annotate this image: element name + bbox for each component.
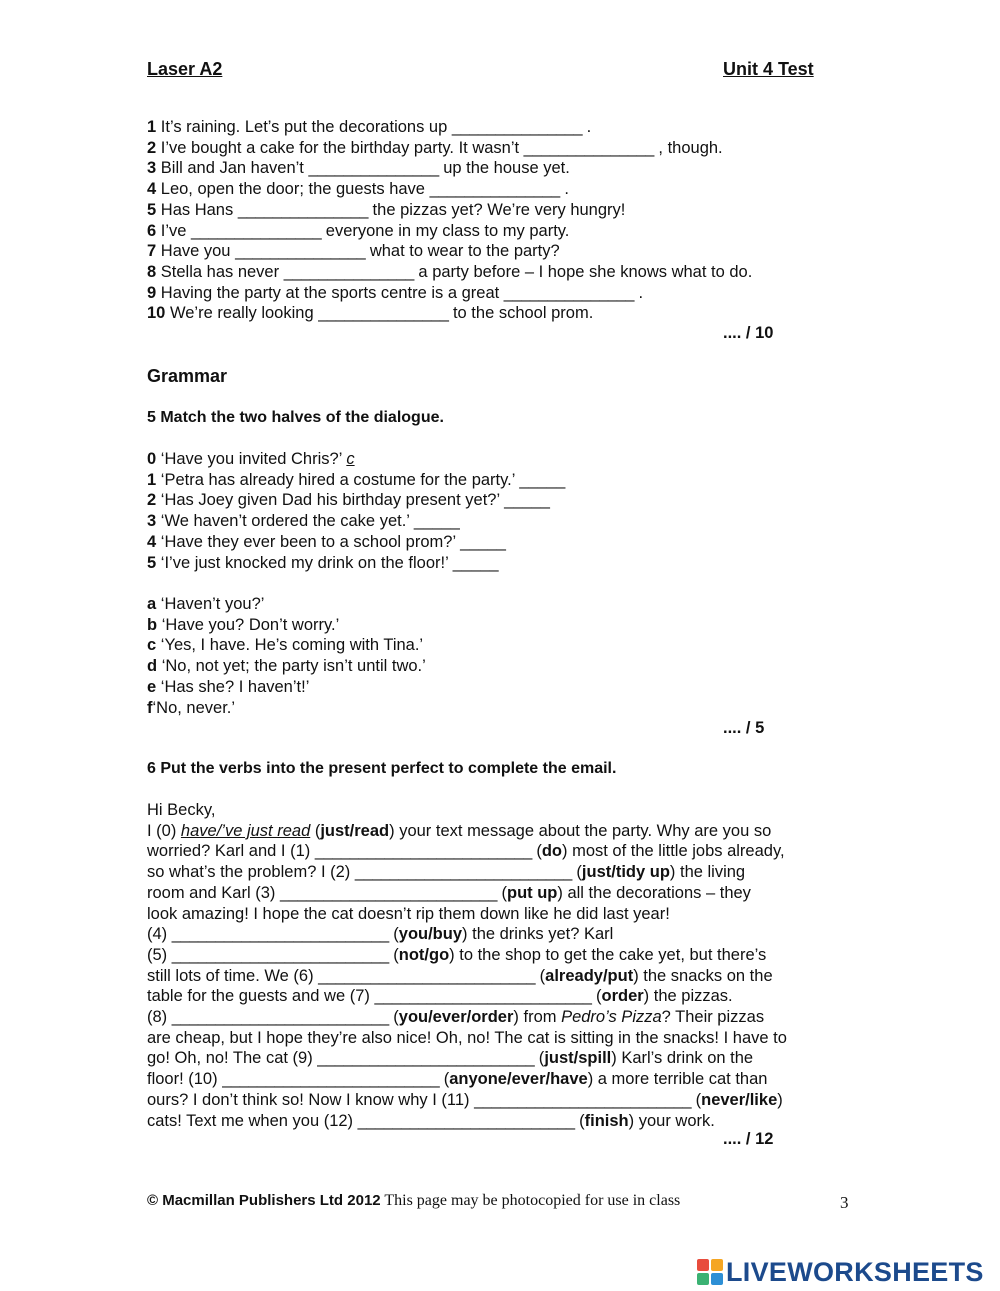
example-answer: have/’ve just read <box>180 821 311 840</box>
dialogue-answers <box>147 594 862 718</box>
email-line: still lots of time. We (6) _________________________ (already/put) the snacks on the <box>147 966 773 985</box>
answer-blank[interactable]: _________________________ <box>374 987 592 1006</box>
list-item: 6 I’ve _______________ everyone in my class to my party. <box>147 221 570 240</box>
list-item[interactable]: 3 ‘We haven’t ordered the cake yet.’ _____ <box>147 512 460 531</box>
list-item: e ‘Has she? I haven’t!’ <box>147 677 310 696</box>
page-number: 3 <box>840 1193 849 1212</box>
email-line: room and Karl (3) _________________________ (put up) all the decorations – they <box>147 883 751 902</box>
list-item[interactable]: 5 ‘I’ve just knocked my drink on the floor!’ _____ <box>147 553 499 572</box>
list-item: 5 Has Hans _______________ the pizzas yet? We’re very hungry! <box>147 200 626 219</box>
email-line: so what’s the problem? I (2) _________________________ (just/tidy up) the living <box>147 863 746 882</box>
email-line: worried? Karl and I (1) _________________________ (do) most of the little jobs already, <box>147 842 785 861</box>
grammar-heading: Grammar <box>147 366 228 386</box>
list-item: 3 Bill and Jan haven’t _______________ up the house yet. <box>147 159 570 178</box>
email-greeting: Hi Becky, <box>147 801 216 819</box>
vocab-score: .... / 10 <box>723 324 774 342</box>
brand-name: LIVEWORKSHEETS <box>726 1256 984 1287</box>
list-item: c ‘Yes, I have. He’s coming with Tina.’ <box>147 636 424 655</box>
answer-blank[interactable]: _________________________ <box>354 863 572 882</box>
answer-blank[interactable]: _________________________ <box>222 1070 440 1089</box>
test-title: Unit 4 Test <box>723 59 814 79</box>
list-item: f‘No, never.’ <box>147 698 236 717</box>
liveworksheets-logo[interactable] <box>697 1256 984 1288</box>
answer-blank[interactable]: _______________ <box>318 304 449 323</box>
logo-tile-blue-icon <box>711 1273 723 1285</box>
list-item: 2 I’ve bought a cake for the birthday party. It wasn’t _______________ , though. <box>147 138 723 157</box>
exercise-6-instruction: 6 Put the verbs into the present perfect to complete the email. <box>147 760 617 777</box>
email-line: ours? I don’t think so! Now I know why I (11) _________________________ (never/like) <box>147 1090 783 1109</box>
exercise-5-instruction: 5 Match the two halves of the dialogue. <box>147 409 444 426</box>
exercise-6-score: .... / 12 <box>723 1130 774 1148</box>
dialogue-questions <box>147 449 862 573</box>
list-item: b ‘Have you? Don’t worry.’ <box>147 615 340 634</box>
list-item: 10 We’re really looking _______________ to the school prom. <box>147 304 594 323</box>
list-item: 4 Leo, open the door; the guests have _______________ . <box>147 180 569 199</box>
list-item: a ‘Haven’t you?’ <box>147 595 265 613</box>
answer-blank[interactable]: _______________ <box>235 242 366 261</box>
example-answer: c <box>346 450 355 468</box>
email-line: floor! (10) _________________________ (anyone/ever/have) a more terrible cat than <box>147 1070 768 1089</box>
list-item[interactable]: 1 ‘Petra has already hired a costume for the party.’ _____ <box>147 470 566 489</box>
list-item: 1 It’s raining. Let’s put the decorations up _______________ . <box>147 118 592 136</box>
answer-blank[interactable]: _______________ <box>523 138 654 157</box>
exercise-5-score: .... / 5 <box>723 719 765 737</box>
answer-blank[interactable]: _________________________ <box>171 945 389 964</box>
liveworksheets-icon <box>697 1259 723 1285</box>
answer-blank[interactable]: _________________________ <box>318 966 536 985</box>
answer-blank[interactable]: _______________ <box>429 180 560 199</box>
email-line: table for the guests and we (7) _________________________ (order) the pizzas. <box>147 987 733 1006</box>
answer-blank[interactable]: _______________ <box>191 221 322 240</box>
email-line: (4) _________________________ (you/buy) the drinks yet? Karl <box>147 925 614 944</box>
list-item: d ‘No, not yet; the party isn’t until two.’ <box>147 657 426 676</box>
email-line: (5) _________________________ (not/go) to the shop to get the cake yet, but there’s <box>147 945 767 964</box>
answer-blank[interactable]: _______________ <box>237 200 368 219</box>
answer-blank[interactable]: _______________ <box>283 262 414 281</box>
answer-blank[interactable]: _________________________ <box>357 1111 575 1130</box>
answer-blank[interactable]: _________________________ <box>317 1049 535 1068</box>
answer-blank[interactable]: _______________ <box>503 283 634 302</box>
email-line: go! Oh, no! The cat (9) _________________________ (just/spill) Karl’s drink on the <box>147 1049 754 1068</box>
logo-tile-orange-icon <box>711 1259 723 1271</box>
list-item: 8 Stella has never _______________ a party before – I hope she knows what to do. <box>147 262 753 281</box>
email-text <box>147 800 862 1131</box>
answer-blank[interactable]: _________________________ <box>171 925 389 944</box>
list-item[interactable]: 4 ‘Have they ever been to a school prom?’ _____ <box>147 532 506 551</box>
vocab-list <box>147 117 862 324</box>
answer-blank[interactable]: _________________________ <box>279 883 497 902</box>
answer-blank[interactable]: _________________________ <box>474 1090 692 1109</box>
logo-tile-red-icon <box>697 1259 709 1271</box>
answer-blank[interactable]: _______________ <box>451 118 583 136</box>
answer-blank[interactable]: _________________________ <box>314 842 532 861</box>
answer-blank[interactable]: _________________________ <box>171 1008 389 1027</box>
list-item: 7 Have you _______________ what to wear to the party? <box>147 242 560 261</box>
answer-blank[interactable]: _______________ <box>308 159 439 178</box>
email-line: I (0) have/’ve just read (just/read) your text message about the party. Why are you so <box>147 821 772 840</box>
list-item: 9 Having the party at the sports centre is a great _______________ . <box>147 283 644 302</box>
email-line: (8) _________________________ (you/ever/order) from Pedro’s Pizza? Their pizzas <box>147 1008 765 1027</box>
email-line: cats! Text me when you (12) _________________________ (finish) your work. <box>147 1111 715 1130</box>
email-line: are cheap, but I hope they’re also nice! Oh, no! The cat is sitting in the snacks! I have to <box>147 1028 787 1047</box>
list-item: 0 ‘Have you invited Chris?’ c <box>147 450 355 468</box>
list-item[interactable]: 2 ‘Has Joey given Dad his birthday present yet?’ _____ <box>147 491 550 510</box>
book-title: Laser A2 <box>147 59 223 79</box>
copyright-notice: © Macmillan Publishers Ltd 2012 This page may be photocopied for use in class <box>147 1192 681 1209</box>
email-line: look amazing! I hope the cat doesn’t rip them down like he did last year! <box>147 904 670 923</box>
logo-tile-green-icon <box>697 1273 709 1285</box>
